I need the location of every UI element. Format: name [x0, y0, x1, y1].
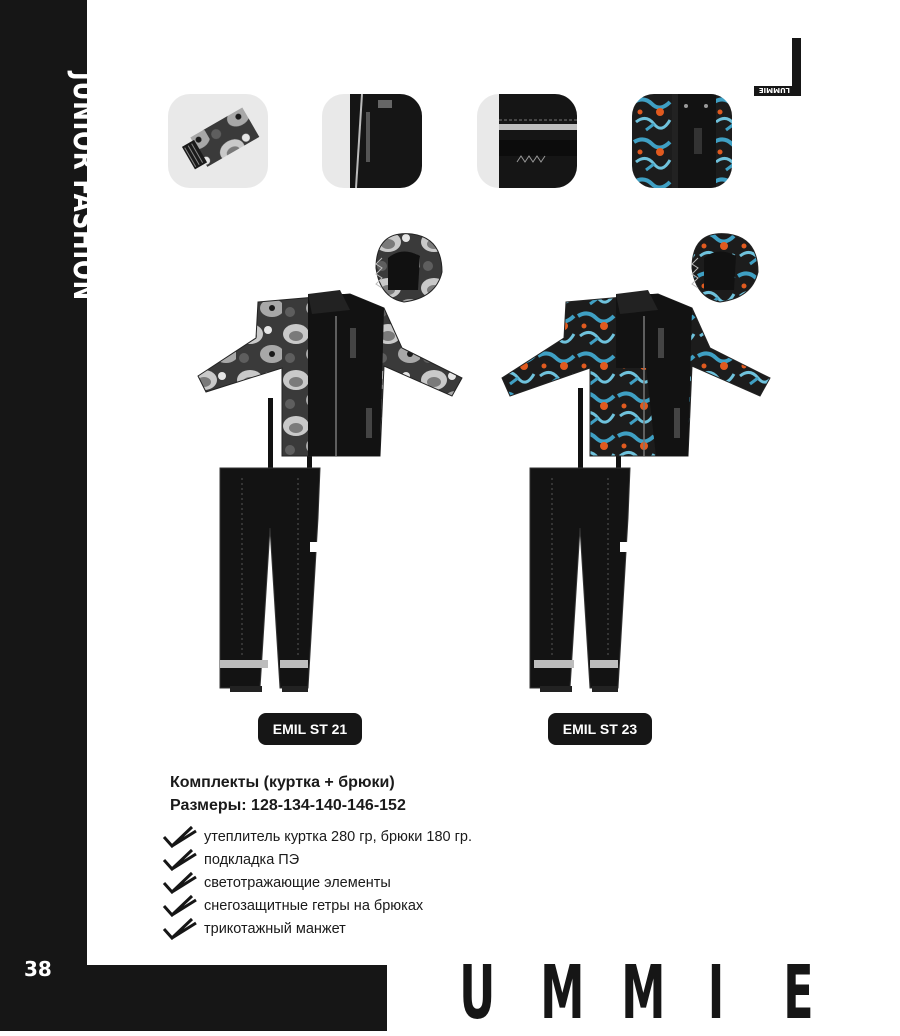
footer-bar: [87, 965, 387, 1031]
detail-thumbnail-reflective: [477, 94, 577, 188]
list-item: утеплитель куртка 280 гр, брюки 180 гр.: [162, 825, 582, 848]
list-item: трикотажный манжет: [162, 917, 582, 940]
sidebar: [0, 0, 101, 1031]
sizes-heading: Размеры: 128-134-140-146-152: [170, 797, 406, 814]
list-item: светотражающие элементы: [162, 871, 582, 894]
brand-letter: I: [707, 950, 725, 1036]
svg-text:LUMMIE: LUMMIE: [758, 86, 790, 94]
page-number: 38: [24, 957, 52, 981]
checkmark-icon: [162, 825, 204, 848]
brand-letter: U: [459, 950, 496, 1036]
product-illustration-emil-st-23: [496, 228, 776, 698]
product-illustration-emil-st-21: [190, 228, 470, 698]
brand-logo: [752, 36, 806, 98]
detail-thumbnail-hood: [632, 94, 732, 188]
checkmark-icon: [162, 848, 204, 871]
product-label-emil-st-21: EMIL ST 21: [258, 713, 362, 745]
product-label-emil-st-23: EMIL ST 23: [548, 713, 652, 745]
checkmark-icon: [162, 871, 204, 894]
description-heading: Комплекты (куртка + брюки): [170, 774, 395, 791]
brand-letter: E: [783, 950, 814, 1036]
brand-letter: M: [621, 950, 666, 1036]
checkmark-icon: [162, 894, 204, 917]
checkmark-icon: [162, 917, 204, 940]
detail-thumbnail-sleeve: [168, 94, 268, 188]
detail-thumbnail-zipper: [322, 94, 422, 188]
feature-list: [162, 825, 582, 940]
brand-letter: M: [540, 950, 585, 1036]
brand-wordmark: [450, 950, 820, 1036]
list-item: снегозащитные гетры на брюках: [162, 894, 582, 917]
list-item: подкладка ПЭ: [162, 848, 582, 871]
sidebar-title: JUNIOR FASHION: [66, 72, 101, 302]
